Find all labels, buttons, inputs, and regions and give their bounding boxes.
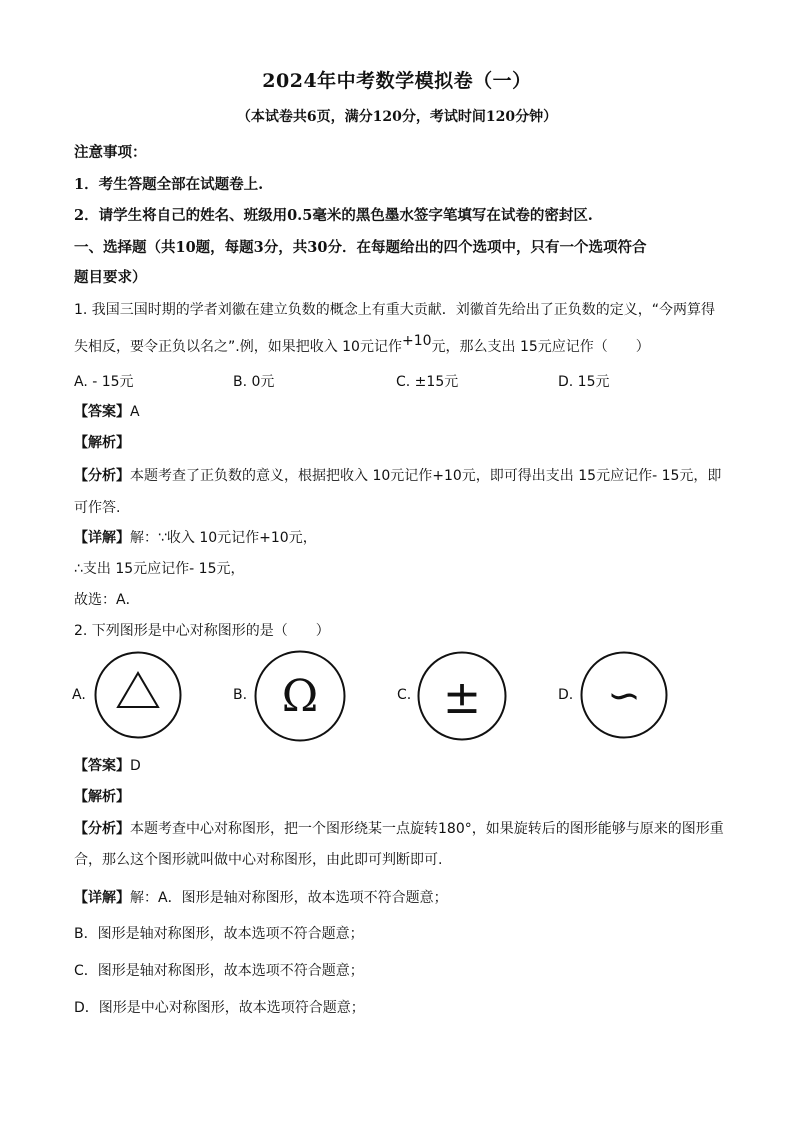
- q2-analysis-tag: 【解析】: [74, 789, 130, 805]
- q2-fenxi-line1: 【分析】本题考查中心对称图形，把一个图形绕某一点旋转180°，如果旋转后的图形能够与原来的图形重: [74, 821, 724, 837]
- q2-detail-d: D．图形是中心对称图形，故本选项符合题意；: [74, 1000, 365, 1016]
- q1-option-c: C. ±15元: [396, 374, 459, 390]
- q2-detail-tag: 【详解】: [74, 890, 130, 906]
- triangle-icon: [94, 651, 182, 739]
- page-subtitle: （本试卷共6页，满分120分，考试时间120分钟）: [236, 109, 558, 125]
- q1-stem-line1: 1. 我国三国时期的学者刘徽在建立负数的概念上有重大贡献．刘徽首先给出了正负数的定义，“今两算得: [74, 302, 716, 318]
- notes-item-2: 2．请学生将自己的姓名、班级用0.5毫米的黑色墨水签字笔填写在试卷的密封区.: [74, 207, 593, 224]
- q1-answer: [74, 401, 140, 421]
- wave-icon: ∽: [607, 673, 641, 719]
- q2-answer: [74, 755, 141, 775]
- section-heading-line2: 题目要求）: [74, 269, 147, 286]
- q1-detail-line1: 【详解】解：∵收入 10元记作+10元，: [74, 530, 317, 546]
- plus-minus-figure: [417, 651, 507, 741]
- q1-analysis-tag: 【解析】: [74, 435, 130, 451]
- omega-figure: [254, 650, 346, 742]
- q1-option-d: D. 15元: [558, 374, 610, 390]
- q2-option-c-label: C.: [397, 687, 412, 703]
- q2-detail-b: B．图形是轴对称图形，故本选项不符合题意；: [74, 926, 364, 942]
- plus-minus-icon: ±: [442, 670, 482, 724]
- q2-answer-value: D: [130, 758, 141, 774]
- q2-fenxi-line2: 合，那么这个图形就叫做中心对称图形，由此即可判断即可.: [74, 852, 443, 868]
- q2-answer-tag: 【答案】: [74, 758, 130, 774]
- q2-option-b-label: B.: [233, 687, 248, 703]
- q1-option-b: B. 0元: [233, 374, 275, 390]
- wave-figure: [580, 651, 668, 739]
- q1-fenxi-line1: 【分析】本题考查了正负数的意义，根据把收入 10元记作+10元，即可得出支出 15元应记作- 15元，即: [74, 468, 722, 484]
- q2-fenxi-tag: 【分析】: [74, 821, 130, 837]
- notes-heading: 注意事项：: [74, 144, 147, 161]
- q1-detail-tag: 【详解】: [74, 530, 130, 546]
- q1-fenxi-line2: 可作答.: [74, 500, 121, 516]
- q1-detail-line2: ∴支出 15元应记作- 15元，: [74, 561, 245, 577]
- q1-fenxi-tag: 【分析】: [74, 468, 130, 484]
- q1-detail-line3: 故选：A．: [74, 592, 140, 608]
- q1-stem-line2-b: 元，那么支出 15元应记作（ ）: [431, 339, 650, 355]
- q2-option-d-label: D.: [558, 687, 574, 703]
- q1-stem-line2-a: 失相反，要令正负以名之”.例，如果把收入 10元记作: [74, 339, 402, 355]
- section-heading-line1: 一、选择题（共10题，每题3分，共30分．在每题给出的四个选项中，只有一个选项符合: [74, 239, 647, 256]
- q1-option-a: A. - 15元: [74, 374, 134, 390]
- q1-answer-tag: 【答案】: [74, 404, 130, 420]
- q2-stem: 2. 下列图形是中心对称图形的是（ ）: [74, 623, 330, 639]
- q2-option-a-label: A.: [72, 687, 86, 703]
- q1-answer-value: A: [130, 404, 140, 420]
- q1-stem-superscript: +10: [401, 333, 432, 349]
- notes-item-1: 1．考生答题全部在试题卷上.: [74, 176, 264, 193]
- q1-stem-line2: [74, 333, 650, 356]
- q2-detail-a: 【详解】解：A．图形是轴对称图形，故本选项不符合题意；: [74, 890, 448, 906]
- q2-detail-c: C．图形是轴对称图形，故本选项不符合题意；: [74, 963, 364, 979]
- page-title: 2024年中考数学模拟卷（一）: [262, 70, 532, 92]
- omega-icon: Ω: [281, 671, 319, 722]
